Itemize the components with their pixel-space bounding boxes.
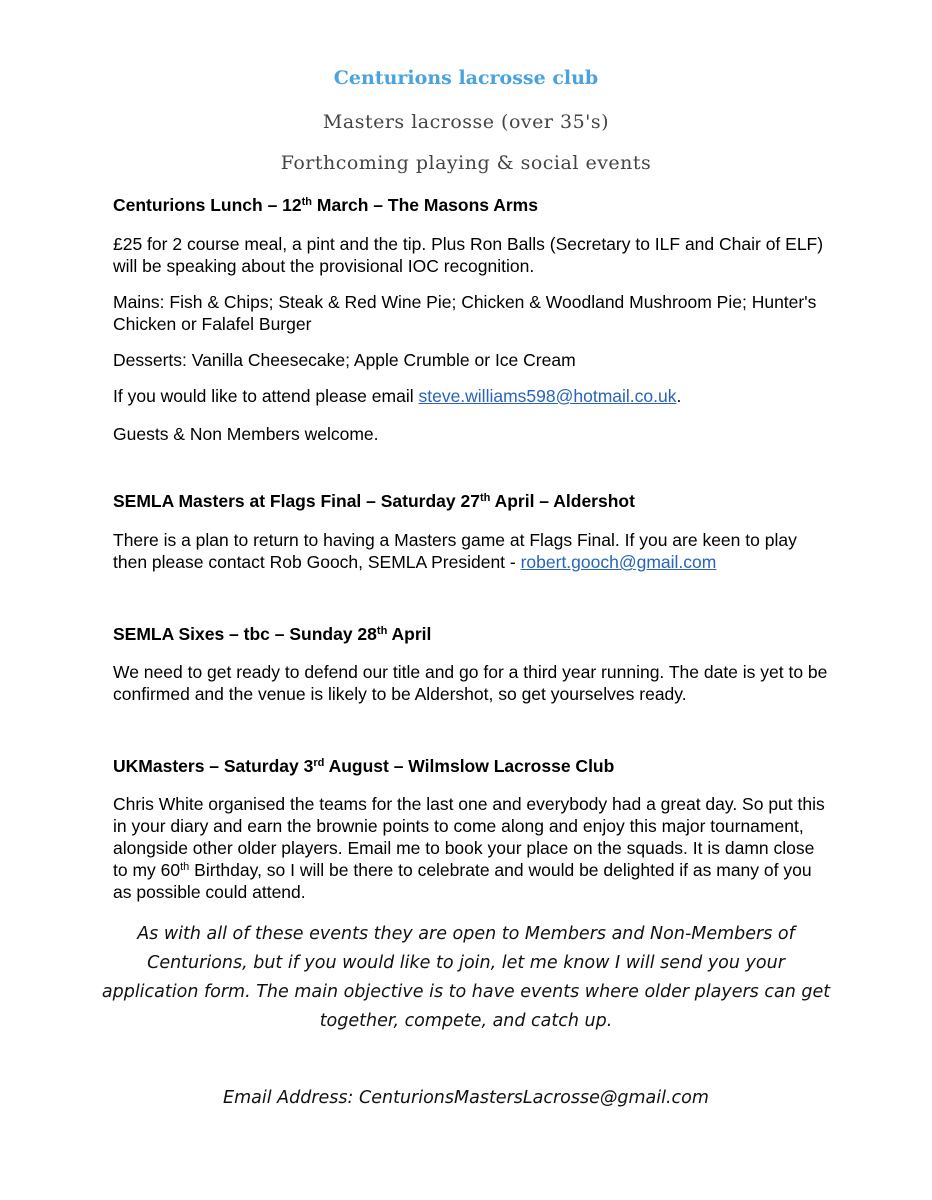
event-title-flags-final: SEMLA Masters at Flags Final – Saturday 27th April – Aldershot	[113, 491, 635, 511]
flags-final-description: There is a plan to return to having a Masters game at Flags Final. If you are keen to play then please contact Rob Gooch, SEMLA President - robert.gooch@gmail.com	[113, 530, 797, 572]
club-name: Centurions lacrosse club	[333, 67, 599, 89]
lunch-guests: Guests & Non Members welcome.	[113, 424, 379, 444]
lunch-mains: Mains: Fish & Chips; Steak & Red Wine Pie; Chicken & Woodland Mushroom Pie; Hunter's Chicken or Falafel Burger	[113, 292, 817, 334]
email-link-steve[interactable]: steve.williams598@hotmail.co.uk	[418, 386, 677, 406]
lunch-desserts: Desserts: Vanilla Cheesecake; Apple Crumble or Ice Cream	[113, 350, 576, 370]
email-link-rob[interactable]: robert.gooch@gmail.com	[520, 552, 717, 572]
lunch-description: £25 for 2 course meal, a pint and the tip. Plus Ron Balls (Secretary to ILF and Chair of ELF) will be speaking about the provisional IOC recognition.	[113, 234, 824, 276]
semla-sixes-description: We need to get ready to defend our title and go for a third year running. The date is yet to be confirmed and the venue is likely to be Aldershot, so get yourselves ready.	[113, 662, 828, 704]
event-title-semla-sixes: SEMLA Sixes – tbc – Sunday 28th April	[113, 624, 432, 644]
contact-email: Email Address: CenturionsMastersLacrosse@gmail.com	[223, 1088, 709, 1108]
masters-subtitle: Masters lacrosse (over 35's)	[322, 111, 610, 133]
lunch-attend: If you would like to attend please email steve.williams598@hotmail.co.uk.	[113, 386, 682, 406]
ukmasters-description: Chris White organised the teams for the last one and everybody had a great day. So put this in your diary and earn the brownie points to come along and enjoy this major tournament, alongside other older players. Email me to book your place on the squads. It is damn close to my 60th Birthday, so I will be there to celebrate and would be delighted if as many of you as possible could attend.	[113, 794, 825, 902]
closing-statement: As with all of these events they are open to Members and Non-Members of Centurions, but if you would like to join, let me know I will send you your application form. The main objective is to have events where older players can get together, compete, and catch up.	[101, 924, 831, 1031]
event-title-ukmasters: UKMasters – Saturday 3rd August – Wilmslow Lacrosse Club	[113, 756, 615, 776]
event-title-centurions-lunch: Centurions Lunch – 12th March – The Masons Arms	[113, 195, 538, 215]
events-heading: Forthcoming playing & social events	[280, 152, 652, 174]
